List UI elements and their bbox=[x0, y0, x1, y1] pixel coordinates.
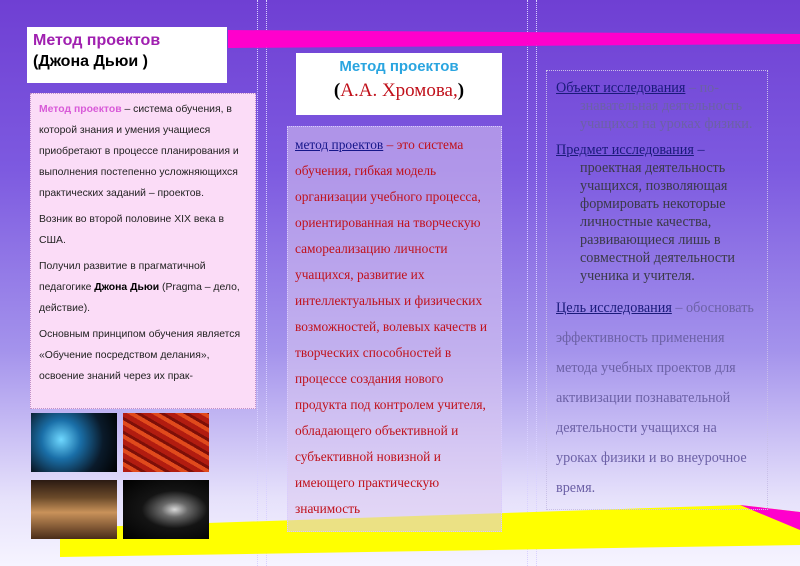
subject-dash: – bbox=[693, 142, 705, 158]
subject-term: Предмет исследования bbox=[556, 142, 694, 158]
khromova-term: метод проектов bbox=[295, 137, 384, 152]
title-khromova-box bbox=[296, 53, 502, 115]
photo-collage bbox=[31, 413, 209, 539]
dewey-text-panel bbox=[30, 93, 256, 409]
title-khromova-author bbox=[296, 77, 502, 105]
khromova-text-panel bbox=[287, 126, 502, 532]
research-subject bbox=[556, 141, 761, 285]
dewey-principle: Основным принципом обучения является «Обучение посредством делания», освоение знаний через их прак- bbox=[39, 329, 241, 382]
title-dewey-box bbox=[27, 27, 227, 83]
dewey-definition bbox=[39, 99, 247, 204]
author-paren-close: ) bbox=[457, 80, 465, 101]
photo-person-screen bbox=[31, 413, 117, 472]
title-khromova-line1: Метод проектов bbox=[339, 58, 459, 75]
research-panel bbox=[546, 70, 768, 510]
dewey-development bbox=[39, 256, 247, 319]
research-goal bbox=[556, 293, 761, 503]
magenta-stripe-top bbox=[228, 30, 800, 48]
dewey-term: Метод проектов bbox=[39, 104, 122, 115]
khromova-definition: – это система обучения, гибкая модель организации учебного процесса, ориентированная на творческую самореализацию личности учащихся, развитие их интеллектуальных и физических возможностей, волевых качеств и творческих способностей в процессе создания нового продукта под контролем учителя, обладающего объективной и субъективной новизной и имеющего практическую значимость bbox=[295, 137, 487, 516]
dewey-development-b: (Pragma – дело, действие). bbox=[39, 282, 240, 314]
object-text: знавательная деятельность учащихся на уроках физики. bbox=[580, 98, 753, 132]
goal-term: Цель исследования bbox=[556, 300, 672, 316]
title-dewey-line1: Метод проектов bbox=[33, 32, 161, 49]
title-dewey-line2: (Джона Дьюи ) bbox=[33, 53, 148, 70]
goal-text: – обосновать эффективность применения метода учебных проектов для активизации познавательной деятельности учащихся на уроках физики и во внеурочное время. bbox=[556, 300, 754, 496]
object-dash: – по- bbox=[685, 80, 720, 96]
dewey-origin: Возник во второй половине XIX века в США. bbox=[39, 214, 225, 246]
object-term: Объект исследования bbox=[556, 80, 686, 96]
dewey-name: Джона Дьюи bbox=[94, 282, 160, 293]
subject-text: проектная деятельность учащихся, позволяющая формировать некоторые личностные качества, развивающиеся лишь в совместной деятельности ученика и учителя. bbox=[580, 160, 736, 284]
dewey-definition-text: – система обучения, в которой знания и умения учащиеся приобретают в процессе планирования и выполнения постепенно усложняющихся практических заданий – проектов. bbox=[39, 104, 239, 199]
author-name: А.А. Хромова, bbox=[340, 80, 458, 101]
author-paren-open: ( bbox=[333, 80, 341, 101]
research-object bbox=[556, 79, 761, 133]
dewey-development-a: Получил развитие в прагматичной педагогике bbox=[39, 261, 206, 293]
photo-red-pattern bbox=[123, 413, 209, 472]
photo-crowd-hall bbox=[31, 480, 117, 539]
photo-space-station bbox=[123, 480, 209, 539]
